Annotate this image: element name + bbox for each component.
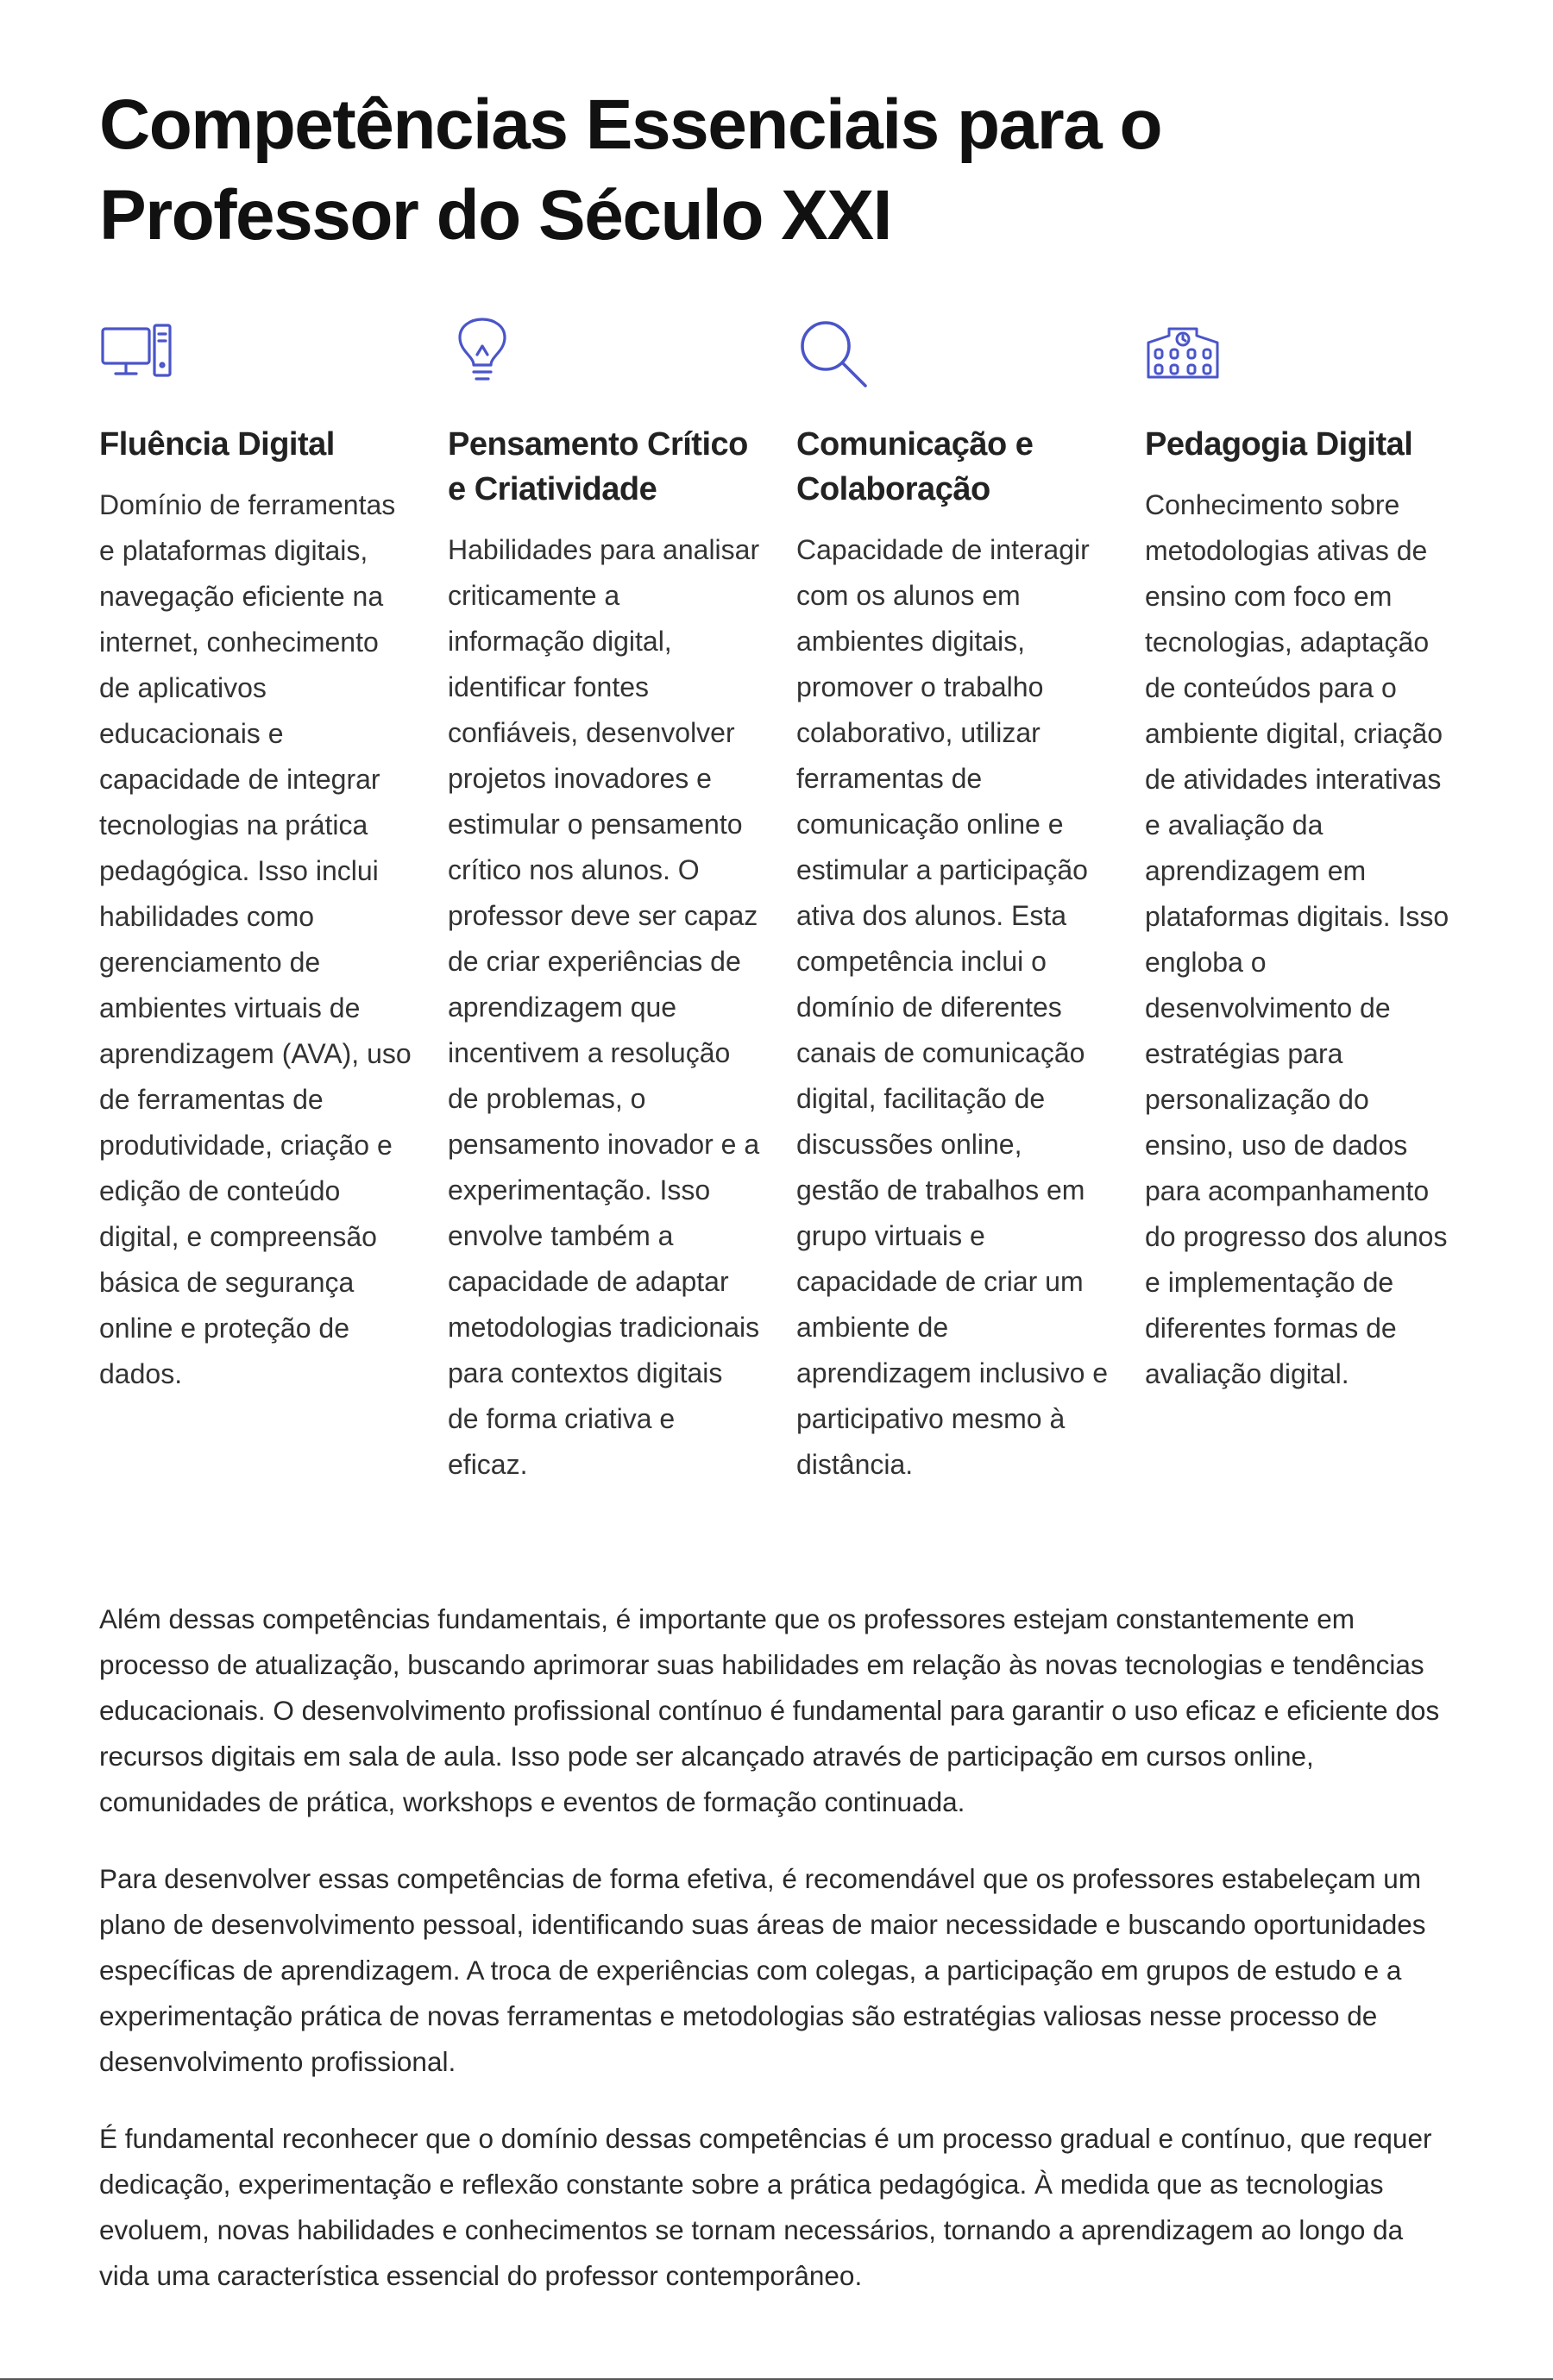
school-icon	[1145, 317, 1221, 393]
page-title: Competências Essenciais para o Professor do Século XXI	[99, 85, 1162, 255]
document-page	[99, 79, 1454, 2291]
magnifier-icon	[796, 317, 872, 393]
card-title: Comunicação e Colaboração	[796, 426, 1034, 507]
card-text: Capacidade de interagir com os alunos em ambientes digitais, promover o trabalho colaborativo, utilizar ferramentas de comunicação online e estimular a participação ativa dos alunos. Esta competência inclui o domínio de diferentes canais de comunicação digital, facilitação de discussões online, gestão de trabalhos em grupo virtuais e capacidade de criar um ambiente de aprendizagem inclusivo e participativo mesmo à distância.	[796, 534, 1109, 1480]
lightbulb-icon	[448, 317, 524, 393]
competency-cards	[99, 317, 1454, 1654]
card-title: Pensamento Crítico e Criatividade	[448, 426, 748, 507]
card-text: Habilidades para analisar criticamente a informação digital, identificar fontes confiáveis, desenvolver projetos inovadores e estimular o pensamento crítico nos alunos. O professor deve ser capaz de criar experiências de aprendizagem que incentivem a resolução de problemas, o pensamento inovador e a experimentação. Isso envolve também a capacidade de adaptar metodologias tradicionais para contextos digitais de forma criativa e eficaz.	[448, 534, 760, 1480]
computer-icon	[99, 317, 175, 393]
card-pensamento-critico	[448, 317, 760, 1488]
card-comunicacao-colaboracao	[796, 317, 1109, 1488]
card-fluencia-digital	[99, 317, 412, 1397]
card-title: Pedagogia Digital	[1145, 426, 1413, 463]
body-paragraphs	[99, 1596, 1454, 2330]
card-text: Domínio de ferramentas e plataformas digitais, navegação eficiente na internet, conhecimento de aplicativos educacionais e capacidade de integrar tecnologias na prática pedagógica. Isso inclui habilidades como gerenciamento de ambientes virtuais de aprendizagem (AVA), uso de ferramentas de produtividade, criação e edição de conteúdo digital, e compreensão básica de segurança online e proteção de dados.	[99, 489, 412, 1389]
body-paragraph: Para desenvolver essas competências de forma efetiva, é recomendável que os professores estabeleçam um plano de desenvolvimento pessoal, identificando suas áreas de maior necessidade e buscando oportunidades específicas de aprendizagem. A troca de experiências com colegas, a participação em grupos de estudo e a experimentação prática de novas ferramentas e metodologias são estratégias valiosas nesse processo de desenvolvimento profissional.	[99, 1863, 1426, 2077]
card-title: Fluência Digital	[99, 426, 335, 463]
card-pedagogia-digital	[1145, 317, 1457, 1397]
body-paragraph: Além dessas competências fundamentais, é importante que os professores estejam constantemente em processo de atualização, buscando aprimorar suas habilidades em relação às novas tecnologias e tendências educacionais. O desenvolvimento profissional contínuo é fundamental para garantir o uso eficaz e eficiente dos recursos digitais em sala de aula. Isso pode ser alcançado através de participação em cursos online, comunidades de prática, workshops e eventos de formação continuada.	[99, 1603, 1440, 1817]
card-text: Conhecimento sobre metodologias ativas de ensino com foco em tecnologias, adaptação de conteúdos para o ambiente digital, criação de atividades interativas e avaliação da aprendizagem em plataformas digitais. Isso engloba o desenvolvimento de estratégias para personalização do ensino, uso de dados para acompanhamento do progresso dos alunos e implementação de diferentes formas de avaliação digital.	[1145, 489, 1449, 1389]
body-paragraph: É fundamental reconhecer que o domínio dessas competências é um processo gradual e contínuo, que requer dedicação, experimentação e reflexão constante sobre a prática pedagógica. À medida que as tecnologias evoluem, novas habilidades e conhecimentos se tornam necessários, tornando a aprendizagem ao longo da vida uma característica essencial do professor contemporâneo.	[99, 2123, 1432, 2291]
